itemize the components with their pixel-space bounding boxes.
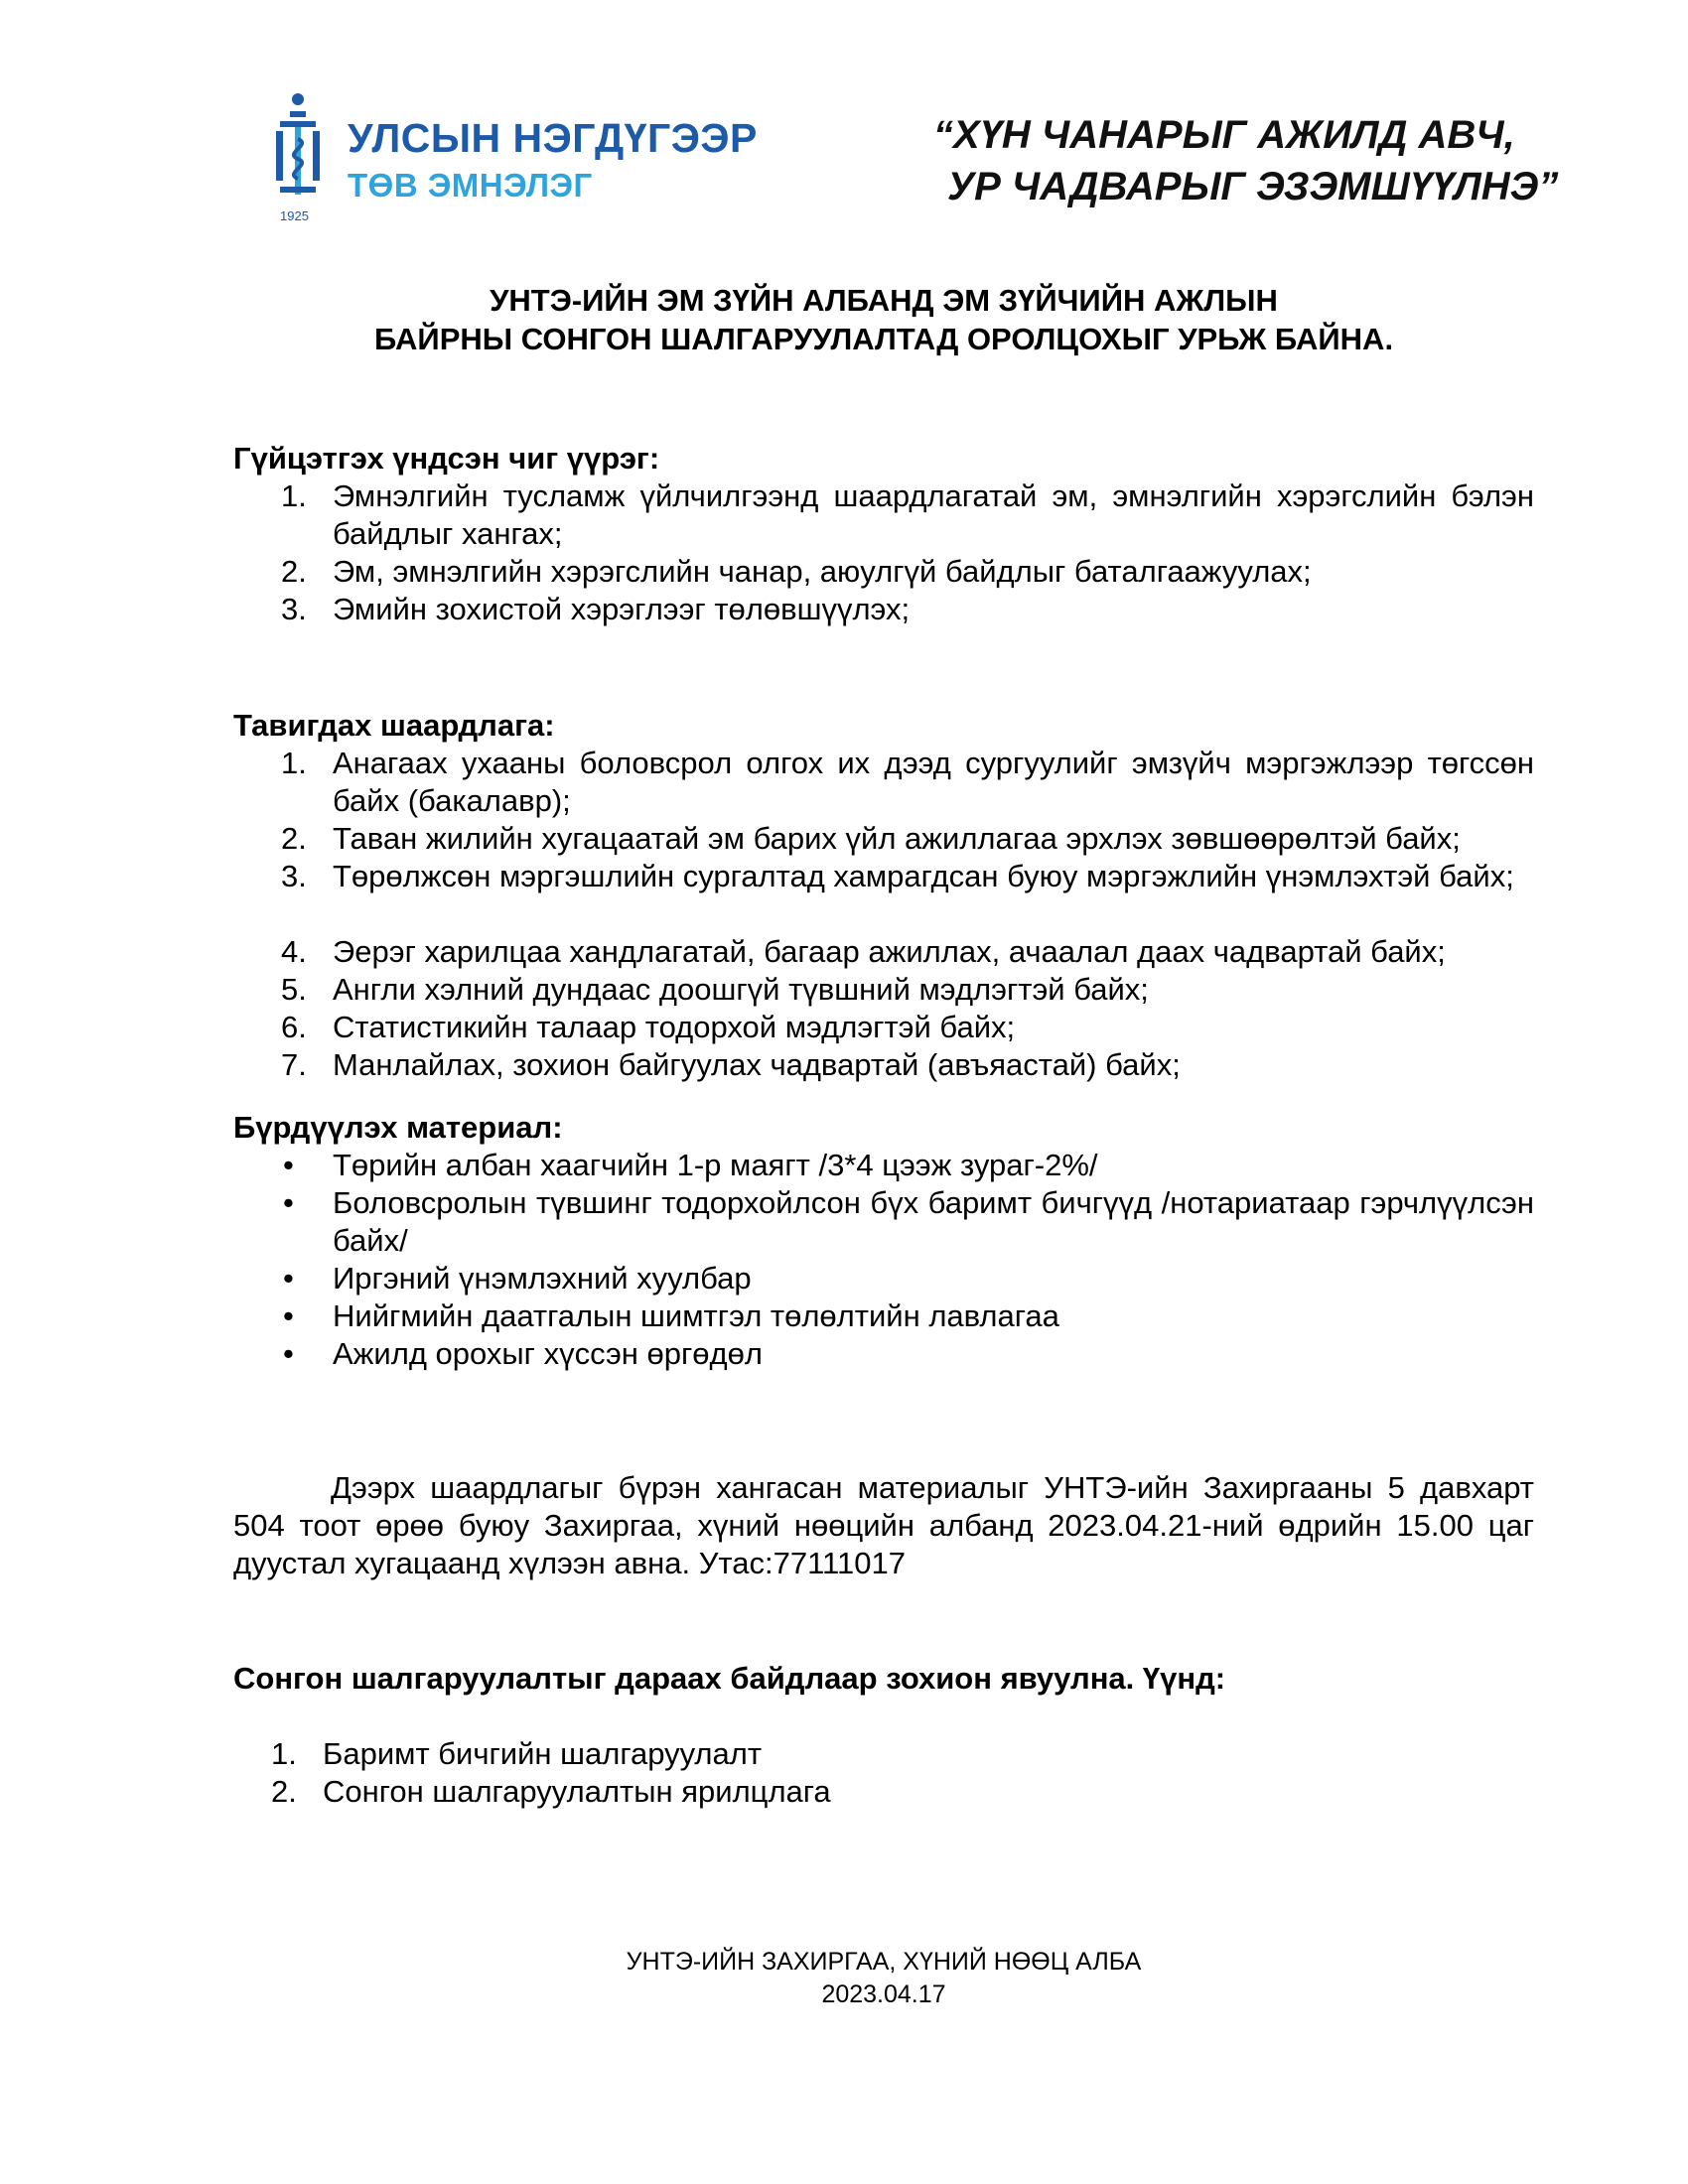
list-number: 2. [281,821,307,856]
list-item-text: Төрийн албан хаагчийн 1-р маягт /3*4 цээж зураг-2%/ [333,1148,1098,1182]
bullet-icon: • [283,1298,294,1333]
list-item-text: Нийгмийн даатгалын шимтгэл төлөлтийн лавлагаа [333,1298,1059,1333]
list-item-text: Иргэний үнэмлэхний хуулбар [333,1261,752,1296]
selection-title: Сонгон шалгаруулалтыг дараах байдлаар зохион явуулна. Үүнд: [233,1661,1226,1696]
list-item-text: Эерэг харилцаа хандлагатай, багаар ажиллах, ачаалал даах чадвартай байх; [333,934,1446,969]
logo-title-line2: ТӨВ ЭМНЭЛЭГ [348,167,593,204]
list-item-text: Манлайлах, зохион байгуулах чадвартай (авъяастай) байх; [333,1047,1181,1082]
requirements-section [233,707,1534,1104]
bullet-icon: • [283,1261,294,1296]
list-item-text: Статистикийн талаар тодорхой мэдлэгтэй байх; [333,1010,1016,1044]
list-item-text: Төрөлжсөн мэргэшлийн сургалтад хамрагдсан буюу мэргэжлийн үнэмлэхтэй байх; [333,859,1514,893]
page-title-line1: УНТЭ-ИЙН ЭМ ЗҮЙН АЛБАНД ЭМ ЗҮЙЧИЙН АЖЛЫН [490,283,1278,318]
list-number: 1. [281,478,307,513]
list-number: 5. [281,972,307,1007]
list-number: 2. [271,1774,297,1809]
list-item-text: Таван жилийн хугацаатай эм барих үйл ажиллагаа эрхлэх зөвшөөрөлтэй байх; [333,821,1461,856]
bullet-icon: • [283,1148,294,1182]
logo-year: 1925 [280,208,309,223]
list-item-text: Эмнэлгийн тусламж үйлчилгээнд шаардлагатай эм, эмнэлгийн хэрэгслийн бэлэн байдлыг хангах; [333,478,1534,551]
list-item-text: Сонгон шалгаруулалтын ярилцлага [323,1774,831,1809]
footer-org: УНТЭ-ИЙН ЗАХИРГАА, ХҮНИЙ НӨӨЦ АЛБА [626,1948,1142,1976]
hospital-logo [268,87,758,236]
footer-date: 2023.04.17 [821,1980,946,2008]
list-item-text: Англи хэлний дундаас доошгүй түвшний мэдлэгтэй байх; [333,972,1149,1007]
list-item-text: Эмийн зохистой хэрэглээг төлөвшүүлэх; [333,592,911,626]
slogan-line1: “ХҮН ЧАНАРЫГ АЖИЛД АВЧ, [933,113,1515,157]
list-number: 7. [281,1047,307,1082]
slogan-line2: УР ЧАДВАРЫГ ЭЗЭМШҮҮЛНЭ” [947,165,1559,208]
list-item-text: Эм, эмнэлгийн хэрэгслийн чанар, аюулгүй байдлыг баталгаажуулах; [333,554,1312,589]
duties-title: Гүйцэтгэх үндсэн чиг үүрэг: [233,441,660,476]
selection-section [233,1660,1534,1809]
list-item-text: Ажилд орохыг хүссэн өргөдөл [333,1336,763,1371]
page-title-line2: БАЙРНЫ СОНГОН ШАЛГАРУУЛАЛТАД ОРОЛЦОХЫГ УРЬЖ БАЙНА. [373,322,1394,356]
list-number: 3. [281,859,307,893]
bullet-icon: • [283,1185,294,1220]
footer [233,1946,1534,2011]
page-title [233,281,1534,358]
soyombo-caduceus-icon [268,87,338,211]
requirements-title: Тавигдах шаардлага: [233,708,555,743]
list-number: 6. [281,1010,307,1044]
list-item-text: Баримт бичгийн шалгаруулалт [323,1736,763,1771]
list-number: 1. [271,1736,297,1771]
list-number: 3. [281,592,307,626]
submission-paragraph: Дээрх шаардлагыг бүрэн хангасан материалыг УНТЭ-ийн Захиргааны 5 давхарт 504 тоот өрөө буюу Захиргаа, хүний нөөцийн албанд 2023.04.21-ний өдрийн 15.00 цаг дуустал хугацаанд хүлээн авна. Утас:77111017 [233,1470,1534,1580]
list-number: 4. [281,934,307,969]
list-number: 1. [281,746,307,780]
slogan [933,109,1569,212]
materials-section [233,1109,1534,1387]
list-number: 2. [281,554,307,589]
bullet-icon: • [283,1336,294,1371]
list-item-text: Боловсролын түвшинг тодорхойлсон бүх баримт бичгүүд /нотариатаар гэрчлүүлсэн байх/ [333,1185,1534,1258]
materials-title: Бүрдүүлэх материал: [233,1110,563,1145]
duties-section [233,440,1534,638]
logo-title-line1: УЛСЫН НЭГДҮГЭЭР [348,115,758,161]
list-item-text: Анагаах ухааны боловсрол олгох их дээд сургуулийг эмзүйч мэргэжлээр төгссөн байх (бакалавр); [333,746,1534,818]
